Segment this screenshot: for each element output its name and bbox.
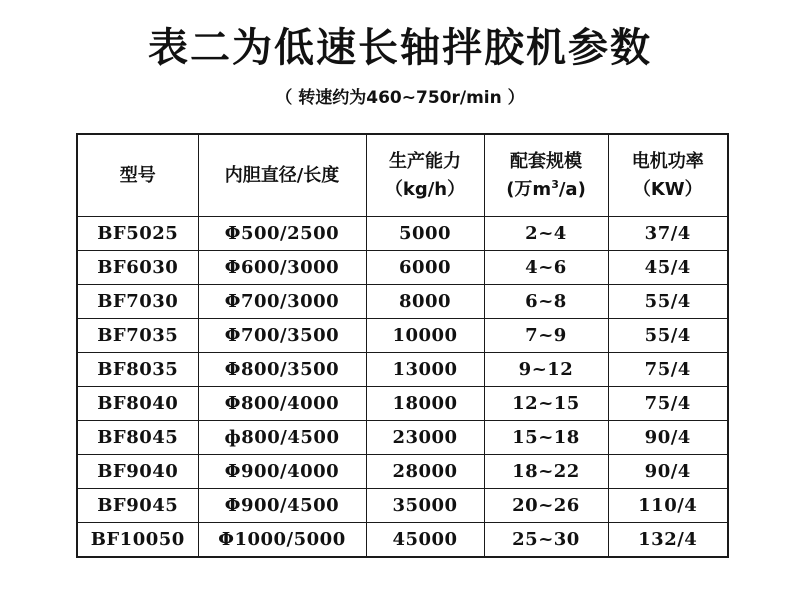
header-power <box>608 134 728 217</box>
header-capacity-label: 生产能力 <box>389 150 461 172</box>
table-row <box>77 251 728 285</box>
cell-model: BF8040 <box>77 387 198 421</box>
cell-capacity: 23000 <box>366 421 484 455</box>
cell-liner: Φ500/2500 <box>198 217 366 251</box>
cell-model: BF9040 <box>77 455 198 489</box>
cell-scale: 9~12 <box>484 353 608 387</box>
cell-capacity: 28000 <box>366 455 484 489</box>
header-capacity-unit: （kg/h） <box>384 178 466 200</box>
cell-capacity: 5000 <box>366 217 484 251</box>
page-title: 表二为低速长轴拌胶机参数 <box>148 25 652 71</box>
header-scale-unit-post: /a) <box>558 178 586 200</box>
cell-power: 45/4 <box>608 251 728 285</box>
parameter-table <box>76 133 729 558</box>
cell-power: 90/4 <box>608 421 728 455</box>
cell-scale: 6~8 <box>484 285 608 319</box>
cell-model: BF5025 <box>77 217 198 251</box>
header-model: 型号 <box>77 134 198 217</box>
header-scale-unit-pre: (万m <box>506 178 552 200</box>
header-power-label: 电机功率 <box>631 150 704 172</box>
table-row <box>77 285 728 319</box>
cell-capacity: 10000 <box>366 319 484 353</box>
cell-power: 55/4 <box>608 319 728 353</box>
cell-liner: Φ800/4000 <box>198 387 366 421</box>
cell-liner: Φ700/3500 <box>198 319 366 353</box>
cell-model: BF9045 <box>77 489 198 523</box>
cell-liner: Φ600/3000 <box>198 251 366 285</box>
cell-power: 37/4 <box>608 217 728 251</box>
cell-capacity: 13000 <box>366 353 484 387</box>
cell-scale: 12~15 <box>484 387 608 421</box>
cell-model: BF8045 <box>77 421 198 455</box>
table-row <box>77 489 728 523</box>
table-row <box>77 353 728 387</box>
cell-liner: Φ800/3500 <box>198 353 366 387</box>
cell-liner: Φ900/4000 <box>198 455 366 489</box>
cell-model: BF7035 <box>77 319 198 353</box>
header-scale-unit <box>485 176 608 204</box>
cell-capacity: 35000 <box>366 489 484 523</box>
cell-liner: Φ900/4500 <box>198 489 366 523</box>
table-row <box>77 319 728 353</box>
table-row <box>77 455 728 489</box>
header-liner: 内胆直径/长度 <box>198 134 366 217</box>
cell-capacity: 6000 <box>366 251 484 285</box>
cell-power: 75/4 <box>608 353 728 387</box>
table-row <box>77 523 728 558</box>
cell-model: BF10050 <box>77 523 198 558</box>
cell-model: BF7030 <box>77 285 198 319</box>
cell-scale: 18~22 <box>484 455 608 489</box>
cell-power: 132/4 <box>608 523 728 558</box>
table-row <box>77 217 728 251</box>
table-body <box>77 217 728 558</box>
table-row <box>77 387 728 421</box>
header-scale <box>484 134 608 217</box>
cell-scale: 25~30 <box>484 523 608 558</box>
cell-scale: 2~4 <box>484 217 608 251</box>
page-subtitle: （ 转速约为460~750r/min ） <box>275 88 525 108</box>
cell-power: 75/4 <box>608 387 728 421</box>
cell-scale: 15~18 <box>484 421 608 455</box>
cell-liner: Φ700/3000 <box>198 285 366 319</box>
table-header <box>77 134 728 217</box>
cell-model: BF6030 <box>77 251 198 285</box>
header-capacity <box>366 134 484 217</box>
cell-scale: 20~26 <box>484 489 608 523</box>
cell-capacity: 8000 <box>366 285 484 319</box>
header-scale-label: 配套规模 <box>510 150 582 172</box>
header-scale-unit-sup: 3 <box>551 177 559 191</box>
cell-model: BF8035 <box>77 353 198 387</box>
cell-liner: Φ1000/5000 <box>198 523 366 558</box>
header-row <box>77 134 728 217</box>
cell-capacity: 18000 <box>366 387 484 421</box>
cell-power: 90/4 <box>608 455 728 489</box>
header-power-unit: （KW） <box>632 178 703 200</box>
cell-capacity: 45000 <box>366 523 484 558</box>
cell-scale: 7~9 <box>484 319 608 353</box>
table-row <box>77 421 728 455</box>
cell-power: 110/4 <box>608 489 728 523</box>
cell-scale: 4~6 <box>484 251 608 285</box>
cell-liner: ф800/4500 <box>198 421 366 455</box>
cell-power: 55/4 <box>608 285 728 319</box>
